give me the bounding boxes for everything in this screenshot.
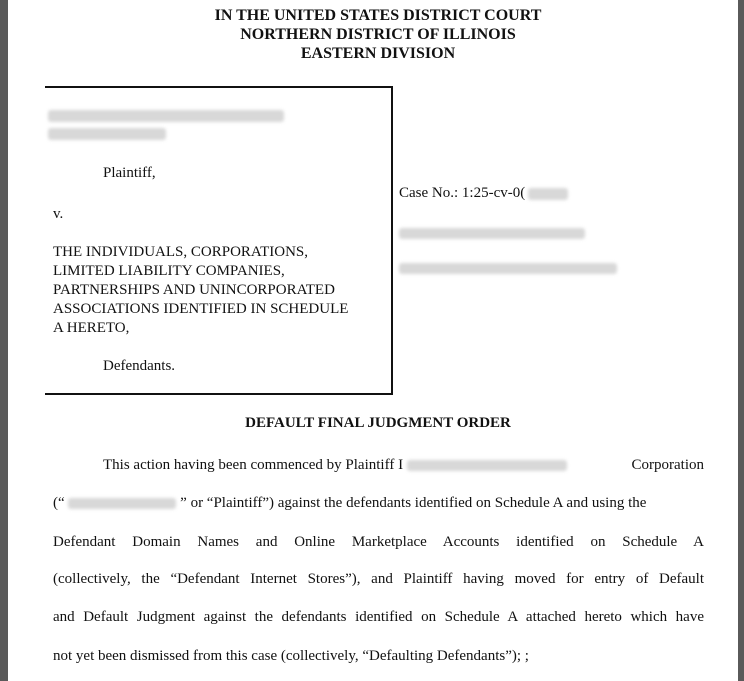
district-name: NORTHERN DISTRICT OF ILLINOIS — [240, 26, 516, 43]
viewer-left-gutter — [0, 0, 8, 681]
court-header — [8, 6, 744, 63]
order-text: ” or “Plaintiff”) against the defendants identified on Schedule A and using the — [180, 495, 647, 511]
defendants-caption — [53, 243, 393, 338]
redacted-plaintiff-name-line2 — [48, 128, 166, 140]
defendants-line: LIMITED LIABILITY COMPANIES, — [53, 263, 285, 279]
case-caption-bottom-rule — [45, 393, 392, 395]
plaintiff-label: Plaintiff, — [103, 165, 156, 181]
defendants-line: THE INDIVIDUALS, CORPORATIONS, — [53, 244, 308, 260]
versus-label: v. — [53, 206, 64, 222]
order-body-line: (collectively, the “Defendant Internet Stores”), and Plaintiff having moved for entry of Default — [53, 571, 704, 587]
redacted-plaintiff-name — [407, 460, 567, 471]
redacted-judge-name — [399, 228, 585, 239]
court-name: IN THE UNITED STATES DISTRICT COURT — [214, 7, 542, 24]
order-text: Corporation — [631, 457, 704, 473]
order-text: (“ — [53, 495, 65, 511]
order-body-line: not yet been dismissed from this case (collectively, “Defaulting Defendants”); ; — [53, 648, 529, 664]
redacted-plaintiff-name — [48, 110, 284, 122]
redacted-plaintiff-short-name — [68, 498, 176, 509]
order-text: This action having been commenced by Plaintiff I — [103, 457, 404, 473]
order-body-line — [53, 494, 704, 513]
order-body-line — [103, 456, 704, 475]
document-page — [8, 0, 738, 681]
order-body-line: and Default Judgment against the defendants identified on Schedule A attached hereto which have — [53, 609, 704, 625]
case-number: Case No.: 1:25-cv-0( — [399, 185, 526, 201]
defendants-line: A HERETO, — [53, 320, 130, 336]
viewer-right-gutter — [738, 0, 744, 681]
defendants-line: PARTNERSHIPS AND UNINCORPORATED — [53, 282, 335, 298]
defendants-label: Defendants. — [103, 358, 176, 374]
order-title: DEFAULT FINAL JUDGMENT ORDER — [245, 415, 511, 431]
order-body-line: Defendant Domain Names and Online Marketplace Accounts identified on Schedule A — [53, 534, 704, 550]
division-name: EASTERN DIVISION — [300, 45, 456, 62]
redacted-magistrate-judge-name — [399, 263, 617, 274]
redacted-case-number-suffix — [528, 188, 568, 200]
defendants-line: ASSOCIATIONS IDENTIFIED IN SCHEDULE — [53, 301, 349, 317]
